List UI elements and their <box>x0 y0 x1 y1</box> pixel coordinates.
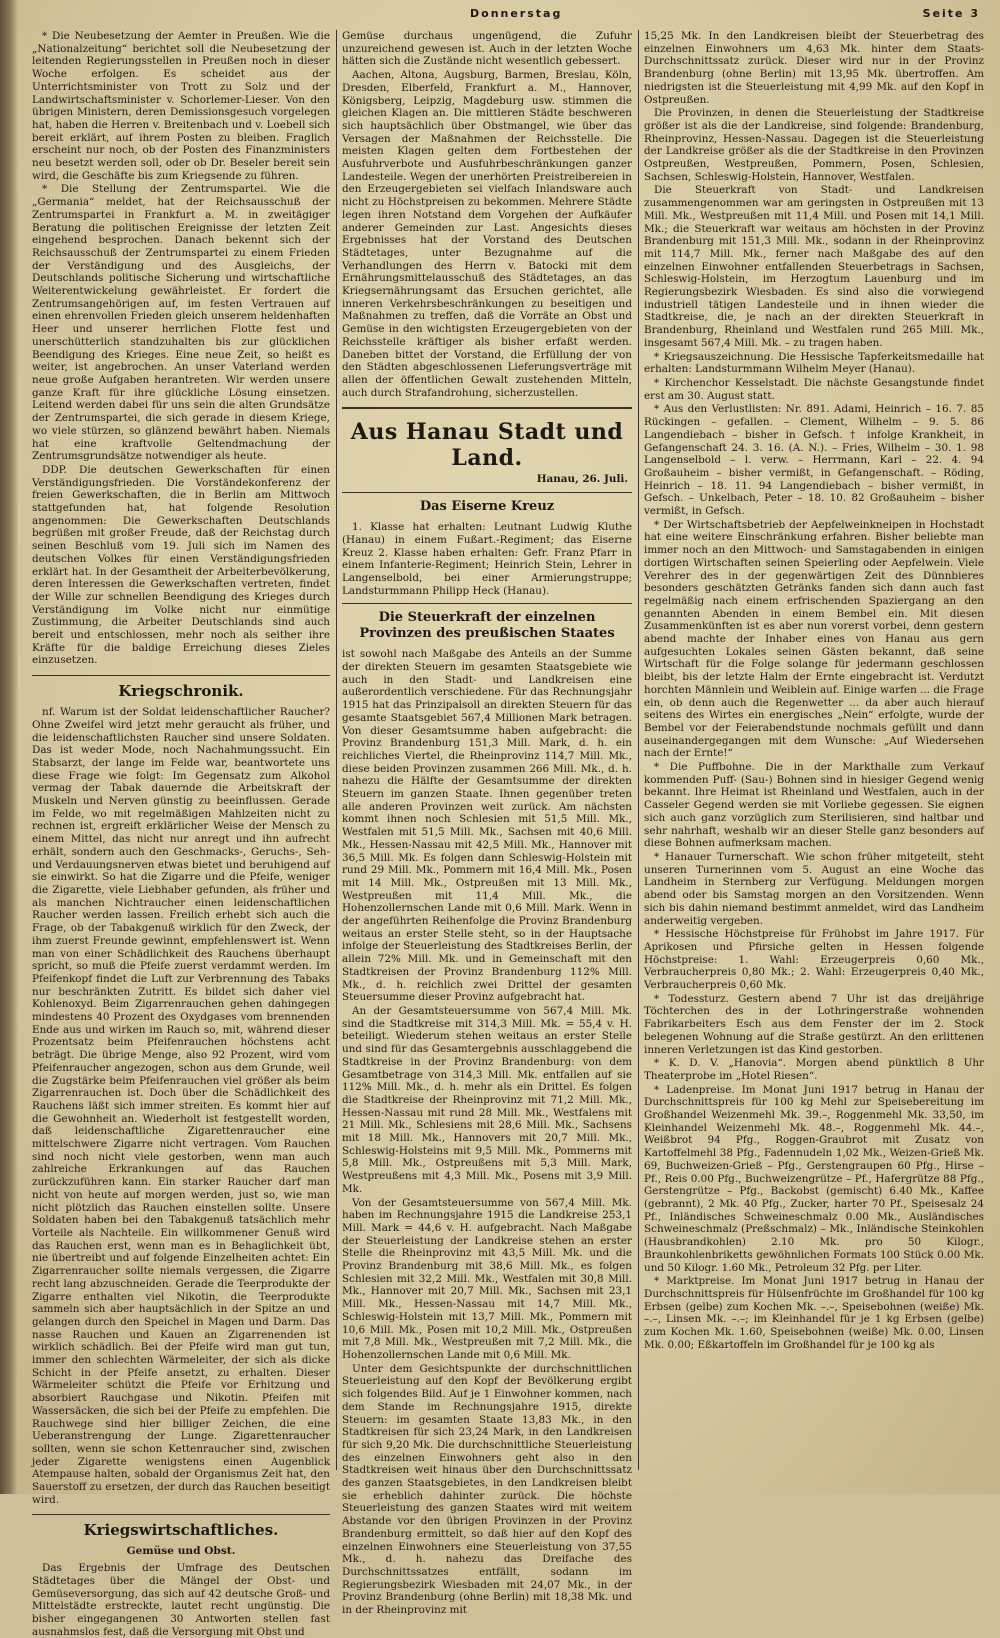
column-rule-1 <box>336 30 337 1470</box>
notice-turnerschaft: * Hanauer Turnerschaft. Wie schon früher mitgeteilt, steht unseren Turnerinnen vom 5. August an eine Woche das Landheim in Sternberg zur Verfügung. Meldungen morgen abend oder bis Samstag morgen an den Vorsitzenden. Wenn sich bis dahin niemand bestimmt anmeldet, wird das Landheim anderweitig vergeben. <box>644 851 984 927</box>
article-steuerkraft-3: Von der Gesamtsteuersumme von 567,4 Mill. Mk. haben im Rechnungsjahre 1915 die Landkreise 253,1 Mill. Mark = 44,6 v. H. aufgebracht. Nach Maßgabe der Steuerleistung der Landkreise stehen an erster Stelle die Rheinprovinz mit 43,5 Mill. Mk. und die Provinz Brandenburg mit 38,6 Mill. Mk., es folgen Schlesien mit 32,2 Mill. Mk., Westfalen mit 30,8 Mill. Mk., Hannover mit 20,7 Mill. Mk., Sachsen mit 23,1 Mill. Mk., Hessen-Nassau mit 14,7 Mill. Mk., Schleswig-Holstein mit 13,7 Mill. Mk., Pommern mit 10,6 Mill. Mk., Posen mit 10,2 Mill. Mk., Ostpreußen mit 7,8 Mill. Mk., Westpreußen mit 7,2 Mill. Mk., die Hohenzollernschen Lande mit 0,6 Mill. Mk. <box>342 1196 632 1361</box>
running-head <box>30 4 980 26</box>
notice-marktpreise: * Marktpreise. Im Monat Juni 1917 betrug in Hanau der Durchschnittspreis für Hülsenfrüchte im Großhandel für 100 kg Erbsen (gelbe) zum Kochen Mk. –.–, Speisebohnen (weiße) Mk. –.–, Linsen Mk. –.–; im Kleinhandel für je 1 kg Erbsen (gelbe) zum Kochen Mk. 1.60, Speisebohnen (weiße) Mk. 0.00, Linsen Mk. 0.00; Eßkartoffeln im Großhandel für je 100 kg als <box>644 1275 984 1351</box>
eiserne-kreuz-title: Das Eiserne Kreuz <box>342 492 632 515</box>
dateline: Hanau, 26. Juli. <box>536 473 628 486</box>
article-staedte-klagen: Aachen, Altona, Augsburg, Barmen, Breslau, Köln, Dresden, Elberfeld, Frankfurt a. M., Hannover, Königsberg, Leipzig, Magdeburg usw. stimmen die gleichen Klagen an. Die mittleren Städte beschweren sich hauptsächlich über Obstmangel, wie über das Versagen der Maßnahmen der Reichsstelle. Die meisten Klagen gelten dem Fortbestehen der Ausfuhrverbote und Ausfuhrbeschränkungen ganzer Landesteile. Wegen der unerhörten Preistreibereien in den Erzeugergebieten sei vielfach Inlandsware auch nicht zu Höchstpreisen zu bekommen. Mehrere Städte legen ihren Notstand dem Vorgehen der Aufkäufer anderer Gemeinden zur Last. Angesichts dieses Ergebnisses hat der Vorstand des Deutschen Städtetages, unter Bezugnahme auf die Verhandlungen des Herrn v. Batocki mit dem Ernährungsmittelausschuß des Städtetages, an das Kriegsernährungsamt das Ersuchen gerichtet, alle inneren Verkehrsbeschränkungen zu beseitigen und Maßnahmen zu treffen, daß die Vorräte an Obst und Gemüse in den wichtigsten Erzeugergebieten von der Reichsstelle kräftiger als bisher erfaßt werden. Daneben bittet der Vorstand, die Erfüllung der von den Städten abgeschlossenen Lieferungsverträge mit allen der öffentlichen Gewalt zustehenden Mitteln, auch durch Strafandrohung, sicherzustellen. <box>342 69 632 399</box>
column-rule-2 <box>638 30 639 1470</box>
article-gemuese-obst: Das Ergebnis der Umfrage des Deutschen Städtetages über die Mängel der Obst- und Gemüseversorgung, das sich auf 42 deutsche Groß- und Mittelstädte erstreckte, lautet recht ungünstig. Die bisher eingegangenen 30 Antworten stellen fast ausnahmslos fest, daß die Versorgung mit Obst und <box>32 1562 330 1638</box>
notice-verlustlisten: * Aus den Verlustlisten: Nr. 891. Adami, Heinrich – 16. 7. 85 Rückingen – gefallen. – Clement, Wilhelm – 9. 5. 86 Langendiebach – bisher in Gefsch. † infolge Krankheit, in Gefangenschaft 24. 3. 16. (A. N.). – Fries, Wilhelm – 30. 1. 98 Langenselbold – l. verw. – Herrmann, Karl – 22. 4. 94 Großauheim – bisher vermißt, in Gefangenschaft. – Röding, Heinrich – 18. 11. 94 Langendiebach – bisher vermißt, in Gefsch. – Unkelbach, Peter – 18. 10. 82 Großauheim – bisher vermißt, in Gefsch. <box>644 403 984 518</box>
article-gewerkschaften: DDP. Die deutschen Gewerkschaften für einen Verständigungsfrieden. Die Vorständekonferenz der freien Gewerkschaften, die in Berlin am Mittwoch stattgefunden hat, hat folgende Resolution angenommen: Die Gewerkschaften Deutschlands begrüßen mit großer Freude, daß der Reichstag durch seinen Beschluß vom 19. Juli sich im Namen des deutschen Volkes für einen Verständigungsfrieden erklärt hat. In der Gesamtheit der Arbeiterbevölkerung, deren Interessen die Gewerkschaften vertreten, findet der Wille zur schnellen Beendigung des Krieges durch Verständigung im Volke nicht nur einmütige Zustimmung, die Arbeiter Deutschlands sind auch bereit und entschlossen, mehr noch als seither ihre Kräfte für die baldige Erreichung dieses Zieles einzusetzen. <box>32 463 330 667</box>
column-2 <box>342 30 632 1617</box>
notice-puffbohne: * Die Puffbohne. Die in der Markthalle zum Verkauf kommenden Puff- (Sau-) Bohnen sind in hiesiger Gegend wenig bekannt. Ihre Heimat ist Rheinland und Westfalen, auch in der Casseler Gegend werden sie mit Vorliebe gegessen. Sie eignen sich auch ganz vorzüglich zum Sterilisieren, sind haltbar und sehr nahrhaft, weshalb wir an dieser Stelle ganz besonders auf diese Bohnen aufmerksam machen. <box>644 761 984 850</box>
binding-edge <box>0 0 18 1494</box>
article-zentrumspartei: * Die Stellung der Zentrumspartei. Wie die „Germania“ meldet, hat der Reichsausschuß der Zentrumspartei in Frankfurt a. M. in zweitägiger Beratung die politischen Ereignisse der letzten Zeit eingehend besprochen. Danach bekennt sich der Reichsausschuß der Zentrumspartei zu einem Frieden der Verständigung und des Ausgleichs, der Deutschlands politische Sicherung und wirtschaftliche Weiterentwickelung gewährleistet. Er fordert die Zentrumsangehörigen auf, im festen Vertrauen auf einen ehrenvollen Frieden gleich unserem heldenhaften Heer und unserer herrlichen Flotte fest und unerschütterlich standzuhalten bis zur glücklichen Beendigung des Krieges. Eine neue Zeit, so heißt es weiter, ist angebrochen. An unser Vaterland werden neue große Aufgaben herantreten. Wir werden unsere ganze Kraft für ihre glückliche Lösung einsetzen. Leitend werden dabei für uns sein die alten Grundsätze der Zentrumspartei, die sich gerade in diesem Kriege, wo viele stürzen, so glänzend bewährt haben. Niemals hat eine kraftvolle Geltendmachung der Zentrumsgrundsätze notwendiger als heute. <box>32 183 330 463</box>
gemuese-obst-subtitle: Gemüse und Obst. <box>126 1545 236 1558</box>
article-steuerkraft-4: Unter dem Gesichtspunkte der durchschnittlichen Steuerleistung auf den Kopf der Bevölkerung ergibt sich folgendes Bild. Auf je 1 Einwohner kommen, nach dem Stande im Rechnungsjahre 1915, direkte Steuern: im gesamten Staate 13,83 Mk., in den Stadtkreisen für sich 23,24 Mark, in den Landkreisen für sich 9,20 Mk. Die durchschnittliche Steuerleistung des einzelnen Einwohners geht also in den Stadtkreisen weit hinaus über den Durchschnittssatz des ganzen Staatsgebietes, in den Landkreisen bleibt sie erheblich dahinter zurück. Die höchste Steuerleistung des ganzen Staates wird mit weitem Abstande vor den übrigen Provinzen in der Provinz Brandenburg ermittelt, so daß hier auf den Kopf des einzelnen Einwohners eine Steuerleistung von 37,55 Mk., d. h. nahezu das Dreifache des Durchschnittssatzes entfällt, sodann im Regierungsbezirk Wiesbaden mit 24,07 Mk., in der Provinz Brandenburg (ohne Berlin) mit 18,38 Mk. und in der Rheinprovinz mit <box>342 1362 632 1617</box>
article-steuerkraft-2: An der Gesamtsteuersumme von 567,4 Mill. Mk. sind die Stadtkreise mit 314,3 Mill. Mk. = 55,4 v. H. beteiligt. Wiederum stehen weitaus an erster Stelle und sind für das Gesamtergebnis ausschlaggebend die Stadtkreise in der Provinz Brandenburg: von dem Gesamtbetrage von 314,3 Mill. Mk. entfallen auf sie 112% Mill. Mk., d. h. mehr als ein Drittel. Es folgen die Stadtkreise der Rheinprovinz mit 71,2 Mill. Mk., Hessen-Nassau mit rund 28 Mill. Mk., Westfalens mit 21 Mill. Mk., Schlesiens mit 28,6 Mill. Mk., Sachsens mit 18 Mill. Mk., Hannovers mit 20,7 Mill. Mk., Schleswig-Holsteins mit 9,5 Mill. Mk., Pommerns mit 5,8 Mill. Mk., Ostpreußens mit 5,3 Mill. Mark, Westpreußens mit 4,3 Mill. Mk., Posens mit 3,9 Mill. Mk. <box>342 1005 632 1195</box>
article-steuerkraft-continued: 15,25 Mk. In den Landkreisen bleibt der Steuerbetrag des einzelnen Einwohners um 4,63 Mk. hinter dem Staats-Durchschnittssatz zurück. Dieser wird nur in der Provinz Brandenburg (ohne Berlin) mit 13,95 Mk. übertroffen. Am niedrigsten ist die Steuerleistung mit 4,99 Mk. auf den Kopf in Ostpreußen. <box>644 30 984 106</box>
header-page-number: Seite 3 <box>922 7 980 20</box>
notice-hoechstpreise: * Hessische Höchstpreise für Frühobst im Jahre 1917. Für Aprikosen und Pfirsiche gelten in Hessen folgende Höchstpreise: 1. Wahl: Erzeugerpreis 0,60 Mk., Verbraucherpreis 0,80 Mk.; 2. Wahl: Erzeugerpreis 0,40 Mk., Verbraucherpreis 0,60 Mk. <box>644 928 984 992</box>
notice-kirchenchor: * Kirchenchor Kesselstadt. Die nächste Gesangstunde findet erst am 30. August statt. <box>644 376 984 402</box>
notice-ladenpreise: * Ladenpreise. Im Monat Juni 1917 betrug in Hanau der Durchschnittspreis für 100 kg Mehl zur Speisebereitung im Großhandel Weizenmehl Mk. 39.–, Roggenmehl Mk. 33,50, im Kleinhandel Weizenmehl Mk. 48.–, Roggenmehl Mk. 44.–, Weißbrot 94 Pfg., Roggen-Graubrot mit Zusatz von Kartoffelmehl 38 Pfg., Fadennudeln 1,02 Mk., Weizen-Grieß Mk. 69, Buchweizen-Grieß – Pfg., Gerstengraupen 60 Pfg., Hirse – Pf., Reis 0.00 Pfg., Buchweizengrütze – Pf., Hafergrütze 88 Pfg., Gerstengrütze – Pfg., Backobst (gemischt) 6.40 Mk., Kaffee (gebrannt), 2 Mk. 40 Pfg., Zucker, harter 70 Pf., Speisesalz 24 Pf., Inländisches Schweineschmalz 0.00 Mk., Ausländisches Schweineschmalz (Preßschmalz) – Mk., Inländische Steinkohlen (Hausbrandkohlen) 2.10 Mk. pro 50 Kilogr., Braunkohlenbriketts gewöhnlichen Formats 100 Stück 0.00 Mk. und 50 Kilogr. 1.60 Mk., Petroleum 32 Pfg. per Liter. <box>644 1083 984 1274</box>
notice-kriegsauszeichnung: * Kriegsauszeichnung. Die Hessische Tapferkeitsmedaille hat erhalten: Landsturmmann Wilhelm Meyer (Hanau). <box>644 350 984 376</box>
column-1 <box>32 30 330 1638</box>
column-3 <box>644 30 984 1480</box>
article-eiserne-kreuz: 1. Klasse hat erhalten: Leutnant Ludwig Kluthe (Hanau) in einem Fußart.-Regiment; das Eiserne Kreuz 2. Klasse haben erhalten: Gefr. Franz Pfarr in einem Infanterie-Regiment; Heinrich Stein, Lehrer in Langenselbold, bei einer Armierungstruppe; Landsturmmann Philipp Heck (Hanau). <box>342 521 632 597</box>
header-day: Donnerstag <box>470 7 563 20</box>
local-section-title: Aus Hanau Stadt und Land. <box>342 407 632 471</box>
steuerkraft-title: Die Steuerkraft der einzelnen Provinzen des preußischen Staates <box>342 603 632 642</box>
article-steuerkraft-1: ist sowohl nach Maßgabe des Anteils an der Summe der direkten Steuern im gesamten Staatsgebiete wie auch in den Stadt- und Landkreisen eine außerordentlich verschiedene. Für das Rechnungsjahr 1915 hat das Prinzipalsoll an direkten Steuern für das gesamte Staatsgebiet 567,4 Millionen Mark betragen. Von dieser Gesamtsumme haben aufgebracht: die Provinz Brandenburg 151,3 Mill. Mark, d. h. ein reichliches Viertel, die Rheinprovinz 114,7 Mill. Mk., diese beiden Provinzen zusammen 266 Mill. Mk., d. h. nahezu die Hälfte der Gesamtsumme der direkten Steuern im ganzen Staate. Ihnen gegenüber treten alle anderen Provinzen weit zurück. Am nächsten kommt ihnen noch Schlesien mit 51,5 Mill. Mk., Westfalen mit 51,5 Mill. Mk., Sachsen mit 40,6 Mill. Mk., Hessen-Nassau mit 42,5 Mill. Mk., Hannover mit 36,5 Mill. Mk. Es folgen dann Schleswig-Holstein mit rund 29 Mill. Mk., Pommern mit 16,4 Mill. Mk., Posen mit 14 Mill. Mk., Ostpreußen mit 13 Mill. Mk., Westpreußen mit 11,4 Mill. Mk., die Hohenzollernschen Lande mit 0,6 Mill. Mark. Wenn in der angeführten Reihenfolge die Provinz Brandenburg weitaus an erster Stelle steht, so in der Hauptsache infolge der Steuerleistung des Stadtkreises Berlin, der allein 72% Mill. Mk. und in Gemeinschaft mit den Stadtkreisen der Provinz Brandenburg 112% Mill. Mk., d. h. reichlich zwei Drittel der gesamten Steuersumme dieser Provinz aufgebracht hat. <box>342 648 632 1004</box>
notice-hanovia: * K. D. V. „Hanovia“. Morgen abend pünktlich 8 Uhr Theaterprobe im „Hotel Riesen“. <box>644 1057 984 1082</box>
article-raucher: nf. Warum ist der Soldat leidenschaftlicher Raucher? Ohne Zweifel wird jetzt mehr geraucht als früher, und die leidenschaftlichsten Raucher sind unsere Soldaten. Das ist weder Mode, noch Nachahmungssucht. Ein Stabsarzt, der lange im Felde war, beantwortete uns diese Frage wie folgt: Im Gegensatz zum Alkohol vermag der Tabak dauernde die Arbeitskraft der Muskeln und Nerven günstig zu beeinflussen. Gerade im Felde, wo mit regelmäßigen Mahlzeiten nicht zu rechnen ist, ergreift erklärlicher Weise der Mensch zu einem Mittel, das nicht nur anregt und ihn aufrecht erhält, sondern auch den Geschmacks-, Geruchs-, Seh- und Verdauungsnerven etwas bietet und beruhigend auf sie einwirkt. So hat die Zigarre und die Pfeife, weniger die Zigarette, viele Liebhaber gefunden, als früher und als manchen Nichtraucher einen leidenschaftlichen Raucher werden lassen. Freilich erhebt sich auch die Frage, ob der Tabakgenuß wirklich für den Zweck, der ihm zuerst Freunde gewinnt, empfehlenswert ist. Wenn man von einer Schädlichkeit des Rauchens überhaupt spricht, so muß die Pfeife zuerst verdammt werden. Im Pfeifenkopf findet die Luft zur Verbrennung des Tabaks nur beschränkten Zutritt. Es bildet sich daher viel Kohlenoxyd. Beim Zigarrenrauchen gehen dahingegen mindestens 40 Prozent des Oxydgases vom brennenden Ende aus und wirken im Rauch so, mit, während dieser Prozentsatz beim Pfeifenrauchen höchstens acht beträgt. Die übrige Menge, also 92 Prozent, wird vom Pfeifenraucher angezogen, schon aus dem Grunde, weil die Zugstärke beim Pfeifenrauchen viel größer als beim Zigarrenrauchen ist. Doch über die Schädlichkeit des Rauchens läßt sich immer streiten. Es kommt hier auf die Gewohnheit an. Wiederholt ist festgestellt worden, daß leidenschaftliche Zigarettenraucher eine mittelschwere Zigarre nicht vertragen. Vom Rauchen sind noch nicht viele gestorben, wenn man auch zahlreiche Erkrankungen auf das Rauchen zurückzuführen kann. Ein starker Raucher darf man nicht von heute auf morgen werden, just so, wie man nicht plötzlich das Rauchen einstellen sollte. Unsere Soldaten haben bei den Tabakgenuß tatsächlich mehr Vorteile als Nachteile. Ein willkommener Genuß wird das Rauchen erst, wenn man es in Behaglichkeit übt, nie übertreibt und auf folgende Einzelheiten achtet: Ein Zigarrenraucher sollte niemals vergessen, die Zigarre recht lang abzuschneiden. Gerade die Teerprodukte der Zigarre enthalten viel Nikotin, die Teerprodukte sammeln sich aber hauptsächlich in der Spitze an und gelangen durch den Speichel in Magen und Darm. Das nasse Rauchen und Kauen an Zigarrenenden ist wirklich schädlich. Bei der Pfeife wird man gut tun, immer den schlechten Wärmeleiter, der sich als dicke Schicht in der Pfeife ansetzt, zu erhalten. Dieser Wärmeleiter schützt die Pfeife vor Erhitzung und absorbiert Rauchgase und Nikotin. Pfeifen mit Wassersäcken, die sich bei der Pfeife zu empfehlen. Die Rauchwege sind hier billiger Zeichen, die eine Ueberanstrengung der Lunge. Zigarettenraucher sollten, wenn sie schon Kettenraucher sind, zwischen jeder Zigarette wenigstens einen Augenblick Atempause halten, sobald der Organismus Zeit hat, den Sauerstoff zu ersetzen, der durch das Rauchen beseitigt wird. <box>32 706 330 1506</box>
notice-aepfelweinkneipen: * Der Wirtschaftsbetrieb der Aepfelweinkneipen in Hochstadt hat eine weitere Einschränkung erfahren. Bisher beliebte man immer noch an den Mittwoch- und Samstagabenden in einigen dortigen Wirtschaften seinen Speierling oder Aepfelwein. Viele Verehrer des in der gegenwärtigen Zeit des Dünnbieres besonders geschätzten Getränks fanden sich dann auch fast regelmäßig nach einem erfrischenden Spaziergang an den genannten Abenden in einem Bembel ein. Mit diesen Zusammenkünften ist es aber nun vorerst vorbei, denn gestern abend machte der Inhaber eines von Hanau aus gern aufgesuchten Lokales seinen Gästen bekannt, daß seine Wirtschaft für die Folge solange für jedermann geschlossen bleibt, bis der letzte Halm der Ernte eingebracht ist. Verdutzt horchten Männlein und Weiblein auf. Einige warfen ... die Frage ein, ob denn auch die Regenwetter ... da aber auch hierauf seitens des Wirtes ein energisches „Nein“ erfolgte, wurde der Bembel vor der Feierabendstunde nochmals gefüllt und dann auseinandergegangen mit dem Wunsche: „Auf Wiedersehen nach der Ernte!“ <box>644 518 984 760</box>
article-gemuese-continued: Gemüse durchaus ungenügend, die Zufuhr unzureichend gewesen ist. Auch in der letzten Woche hätten sich die Zustände nicht wesentlich gebessert. <box>342 30 632 68</box>
kriegswirtschaftliches-title: Kriegswirtschaftliches. <box>32 1514 330 1539</box>
article-steuerkraft-zusammen: Die Steuerkraft von Stadt- und Landkreisen zusammengenommen war am geringsten in Ostpreußen mit 13 Mill. Mk., Westpreußen mit 11,4 Mill. und Posen mit 14,1 Mill. Mk.; die Steuerkraft war weitaus am höchsten in der Provinz Brandenburg mit 151,3 Mill. Mk., sodann in der Rheinprovinz mit 114,7 Mill. Mk., ferner nach Maßgabe des auf den einzelnen Einwohner entfallenden Steuerbetrags in Sachsen, Schleswig-Holstein, im Herzogtum Lauenburg und im Regierungsbezirk Wiesbaden. Es sind also die vorwiegend industriell tätigen Landesteile und in ihnen wieder die Stadtkreise, die, je nach an der direkten Steuerkraft in Brandenburg, Rheinland und Westfalen rund 265 Mill. Mk., insgesamt 567,4 Mill. Mk. – zu tragen haben. <box>644 184 984 349</box>
article-neubesetzung: * Die Neubesetzung der Aemter in Preußen. Wie die „Nationalzeitung“ berichtet soll die Neubesetzung der leitenden Regierungsstellen in Preußen noch in dieser Woche erfolgen. Es scheidet aus der Unterrichtsminister von Trott zu Solz und der Landwirtschaftsminister v. Schorlemer-Lieser. Von den übrigen Ministern, deren Demissionsgesuch vorgelegen hat, haben die Herren v. Breitenbach und v. Loebell sich bereit erklärt, auf ihrem Posten zu bleiben. Fraglich erscheint nur noch, ob der Posten des Finanzministers neu besetzt werden soll, oder ob Dr. Beseler bereit sein wird, die Geschäfte bis zum Kriegsende zu führen. <box>32 30 330 182</box>
kriegschronik-title: Kriegschronik. <box>32 675 330 700</box>
article-provinzen: Die Provinzen, in denen die Steuerleistung der Stadtkreise größer ist als die der Landkreise, sind folgende: Brandenburg, Rheinprovinz, Hessen-Nassau. Dagegen ist die Steuerleistung der Landkreise größer als die der Stadtkreise in den Provinzen Ostpreußen, Westpreußen, Pommern, Posen, Schlesien, Sachsen, Schleswig-Holstein, Hannover, Westfalen. <box>644 107 984 183</box>
notice-todessturz: * Todessturz. Gestern abend 7 Uhr ist das dreijährige Töchterchen des in der Lothringerstraße wohnenden Fabrikarbeiters Esch aus dem Fenster der im 2. Stock belegenen Wohnung auf die Straße gestürzt. An den erlittenen inneren Verletzungen ist das Kind gestorben. <box>644 992 984 1056</box>
